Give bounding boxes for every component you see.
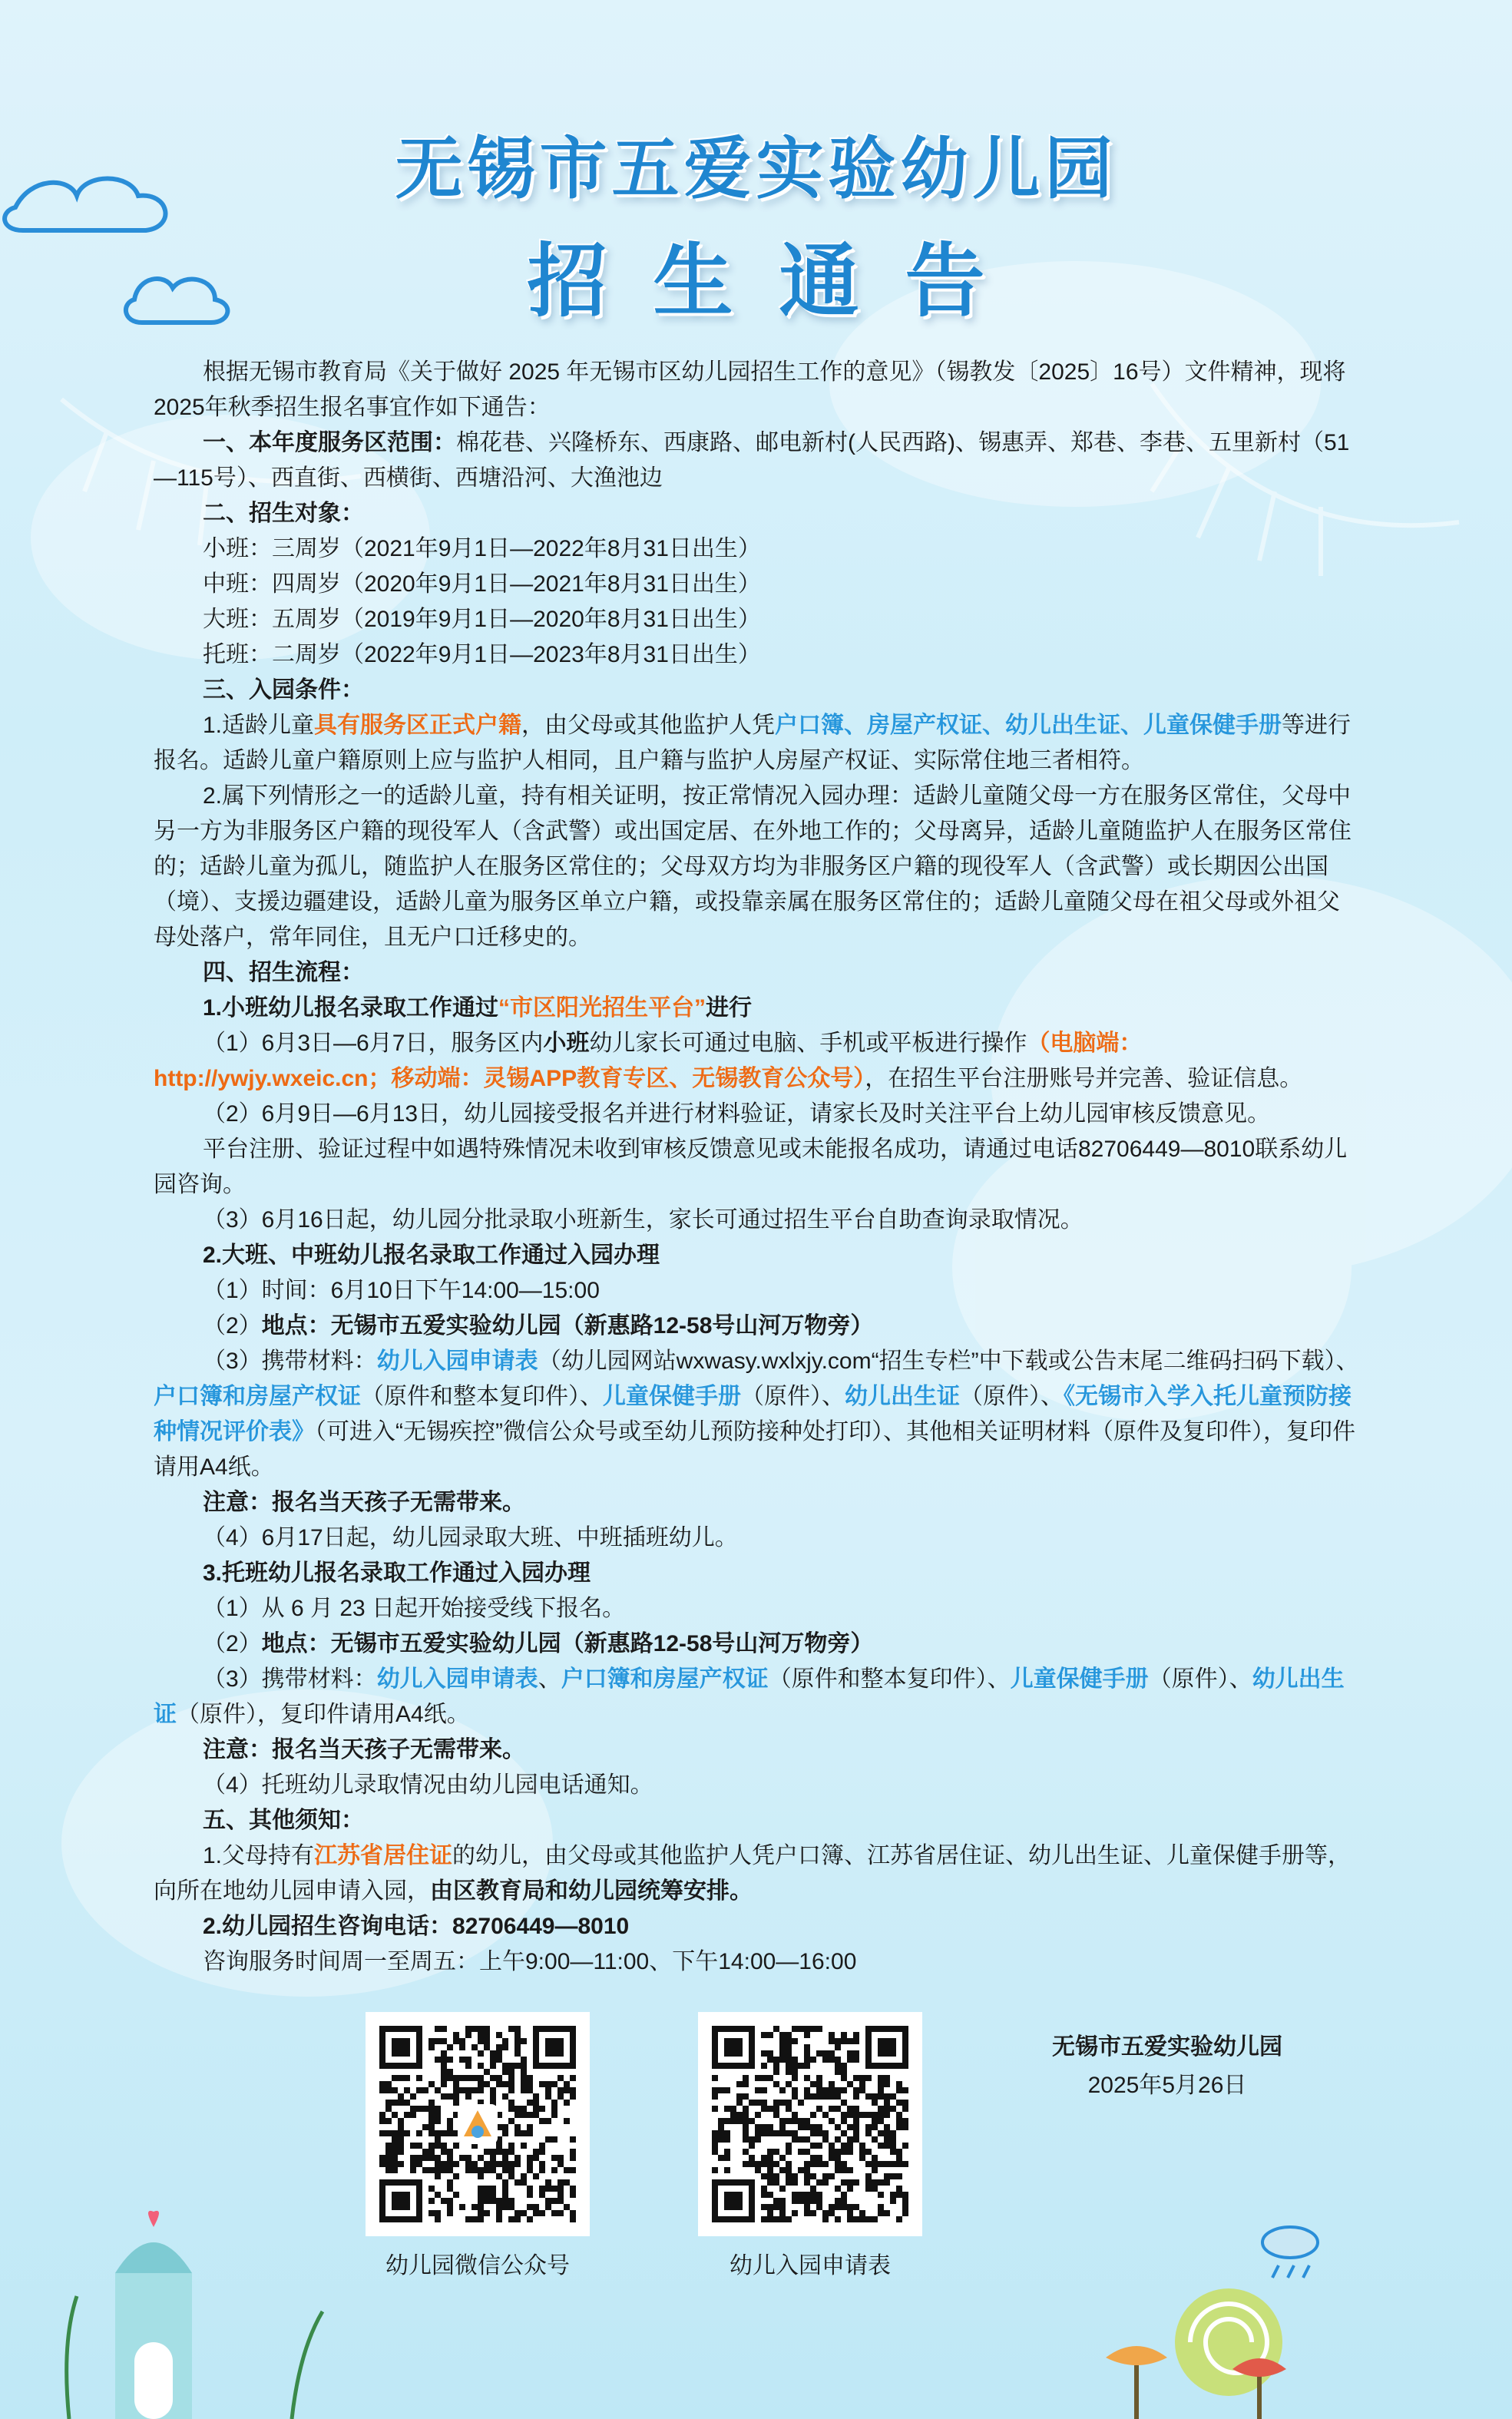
text-span: 四、招生流程：: [203, 960, 364, 985]
text-span: （电脑端：http://ywjy.wxeic.cn；移动端：灵锡APP教育专区、无锡教育公众号）: [154, 1031, 1143, 1091]
text-span: （3）6月16日起，幼儿园分批录取小班新生，家长可通过招生平台自助查询录取情况。: [203, 1207, 1084, 1233]
text-span: （2）6月9日—6月13日，幼儿园接受报名并进行材料验证，请家长及时关注平台上幼儿园审核反馈意见。: [203, 1101, 1271, 1127]
text-span: （原件），复印件请用A4纸。: [177, 1702, 470, 1727]
notice-paragraph: [154, 1203, 1359, 1238]
notice-paragraph: [154, 567, 1359, 602]
text-span: 1.适龄儿童: [203, 713, 315, 738]
text-span: 户口簿和房屋产权证: [154, 1384, 361, 1409]
text-span: 江苏省居住证: [314, 1843, 453, 1868]
notice-paragraph: [154, 1909, 1359, 1944]
text-span: （4）6月17日起，幼儿园录取大班、中班插班幼儿。: [203, 1525, 738, 1550]
text-span: （幼儿园网站wxwasy.wxlxjy.com“招生专栏”中下载或公告末尾二维码扫码下载）、: [538, 1348, 1359, 1374]
text-span: 由区教育局和幼儿园统筹安排。: [430, 1878, 753, 1904]
text-span: （原件）、: [960, 1384, 1064, 1409]
notice-paragraph: [154, 425, 1359, 496]
signature-org: 无锡市五爱实验幼儿园: [1052, 2034, 1282, 2060]
signature-date: 2025年5月26日: [1087, 2073, 1247, 2098]
intro-paragraph: [154, 355, 1359, 425]
text-span: 3.托班幼儿报名录取工作通过入园办理: [203, 1560, 591, 1586]
text-span: 户口簿和房屋产权证: [561, 1666, 769, 1692]
text-span: 、: [538, 1666, 561, 1692]
notice-paragraph: [154, 1768, 1359, 1803]
notice-paragraph: [154, 1626, 1359, 1662]
notice-paragraph: [154, 1556, 1359, 1591]
text-span: 地点：无锡市五爱实验幼儿园（新惠路12-58号山河万物旁）: [261, 1313, 874, 1339]
text-span: 《无锡市入学入托儿童预防接种情况评价表》: [154, 1384, 1352, 1444]
text-span: 1.小班幼儿报名录取工作通过: [203, 995, 499, 1021]
notice-paragraph: [154, 1309, 1359, 1344]
notice-paragraph: [154, 1803, 1359, 1838]
notice-paragraph: [154, 496, 1359, 531]
text-span: （原件和整本复印件）、: [361, 1384, 603, 1409]
notice-paragraph: [154, 1662, 1359, 1732]
text-span: 小班：三周岁（2021年9月1日—2022年8月31日出生）: [203, 536, 761, 561]
qr-code-wechat[interactable]: [366, 2012, 590, 2236]
notice-paragraph: [154, 1944, 1359, 1980]
notice-paragraph: [154, 1273, 1359, 1309]
notice-paragraph: [154, 1097, 1359, 1132]
text-span: 注意：报名当天孩子无需带来。: [203, 1737, 525, 1762]
text-span: 三、入园条件：: [203, 677, 364, 703]
text-span: 棉花巷、兴隆桥东、西康路、邮电新村(人民西路)、锡惠弄、郑巷、李巷、五里新村（51—115号）、西直街、西横街、西塘沿河、大渔池边: [154, 430, 1350, 491]
text-span: 1.父母持有: [203, 1843, 315, 1868]
text-span: 幼儿家长可通过电脑、手机或平板进行操作: [589, 1031, 1027, 1056]
text-span: 二、招生对象：: [203, 501, 364, 526]
text-span: 具有服务区正式户籍: [314, 713, 522, 738]
text-span: 等进行报名。适龄儿童户籍原则上应与监护人相同，且户籍与监护人房屋产权证、实际常住地三者相符。: [154, 713, 1352, 773]
text-span: 大班：五周岁（2019年9月1日—2020年8月31日出生）: [203, 607, 761, 632]
notice-paragraph: [154, 1344, 1359, 1485]
qr-code-icon: [710, 2024, 910, 2224]
text-span: （1）6月3日—6月7日，服务区内: [203, 1031, 544, 1056]
text-span: 进行: [706, 995, 753, 1021]
notice-paragraph: [154, 1238, 1359, 1273]
text-span: 小班: [543, 1031, 590, 1056]
text-span: （1）从 6 月 23 日起开始接受线下报名。: [203, 1596, 626, 1621]
text-span: （原件）、: [1148, 1666, 1252, 1692]
notice-paragraph: [154, 1732, 1359, 1768]
notice-paragraph: [154, 955, 1359, 991]
notice-paragraph: [154, 1485, 1359, 1521]
text-span: 2.大班、中班幼儿报名录取工作通过入园办理: [203, 1243, 660, 1268]
notice-paragraph: [154, 1026, 1359, 1097]
text-span: 儿童保健手册: [603, 1384, 741, 1409]
notice-body: [154, 355, 1359, 1980]
text-span: 托班：二周岁（2022年9月1日—2023年8月31日出生）: [203, 642, 761, 667]
text-span: 户口簿、房屋产权证、幼儿出生证、儿童保健手册: [775, 713, 1282, 738]
notice-paragraph: [154, 1838, 1359, 1909]
notice-paragraph: [154, 1591, 1359, 1626]
text-span: 幼儿出生证: [154, 1666, 1345, 1727]
notice-paragraph: [154, 637, 1359, 673]
qr-code-icon: [378, 2024, 577, 2224]
text-span: （可进入“无锡疾控”微信公众号或至幼儿预防接种处打印）、其他相关证明材料（原件及复印件），复印件请用A4纸。: [154, 1419, 1355, 1480]
text-span: 幼儿出生证: [845, 1384, 960, 1409]
text-span: 根据无锡市教育局《关于做好 2025 年无锡市区幼儿园招生工作的意见》（锡教发〔2025〕16号）文件精神，现将2025年秋季招生报名事宜作如下通告：: [154, 359, 1346, 420]
text-span: （3）携带材料：: [203, 1348, 377, 1374]
text-span: （2）: [203, 1313, 262, 1339]
text-span: （4）托班幼儿录取情况由幼儿园电话通知。: [203, 1772, 653, 1798]
qr-label-wechat: 幼儿园微信公众号: [385, 2253, 570, 2278]
text-span: 幼儿入园申请表: [376, 1348, 538, 1374]
text-span: （原件和整本复印件）、: [768, 1666, 1011, 1692]
text-span: （3）携带材料：: [203, 1666, 377, 1692]
text-span: 一、本年度服务区范围：: [203, 430, 456, 455]
notice-paragraph: [154, 991, 1359, 1026]
text-span: 幼儿入园申请表: [376, 1666, 538, 1692]
text-span: 地点：无锡市五爱实验幼儿园（新惠路12-58号山河万物旁）: [261, 1631, 874, 1656]
page-title-school: 无锡市五爱实验幼儿园: [395, 131, 1117, 207]
notice-paragraph: [154, 779, 1359, 955]
text-span: （1）时间：6月10日下午14:00—15:00: [203, 1278, 600, 1303]
text-span: 中班：四周岁（2020年9月1日—2021年8月31日出生）: [203, 571, 761, 597]
notice-paragraph: [154, 1521, 1359, 1556]
text-span: 2.属下列情形之一的适龄儿童，持有相关证明，按正常情况入园办理：适龄儿童随父母一方在服务区常住，父母中另一方为非服务区户籍的现役军人（含武警）或出国定居、在外地工作的；父母离异，适龄儿童随监护人在服务区常住的；适龄儿童为孤儿，随监护人在服务区常住的；父母双方均为非服务区户籍的现役军人（含武警）或长期因公出国（境）、支援边疆建设，适龄儿童为服务区单立户籍，或投靠亲属在服务区常住的；适龄儿童随父母在祖父母或外祖父母处落户，常年同住，且无户口迁移史的。: [154, 783, 1352, 950]
text-span: 注意：报名当天孩子无需带来。: [203, 1490, 525, 1515]
notice-paragraph: [154, 708, 1359, 779]
text-span: （2）: [203, 1631, 262, 1656]
text-span: 五、其他须知：: [203, 1808, 364, 1833]
text-span: ，由父母或其他监护人凭: [521, 713, 776, 738]
notice-paragraph: [154, 1132, 1359, 1203]
notice-paragraph: [154, 602, 1359, 637]
notice-paragraph: [154, 673, 1359, 708]
text-span: “市区阳光招生平台”: [498, 995, 706, 1021]
text-span: ，在招生平台注册账号并完善、验证信息。: [865, 1066, 1303, 1091]
text-span: 咨询服务时间周一至周五：上午9:00—11:00、下午14:00—16:00: [203, 1949, 857, 1974]
text-span: 的幼儿，由父母或其他监护人凭户口簿、江苏省居住证、幼儿出生证、儿童保健手册等，向所在地幼儿园申请入园，: [154, 1843, 1352, 1904]
qr-label-application: 幼儿入园申请表: [730, 2253, 891, 2278]
notice-paragraph: [154, 531, 1359, 567]
text-span: 平台注册、验证过程中如遇特殊情况未收到审核反馈意见或未能报名成功，请通过电话82706449—8010联系幼儿园咨询。: [154, 1137, 1348, 1197]
text-span: 儿童保健手册: [1010, 1666, 1149, 1692]
qr-code-application[interactable]: [698, 2012, 922, 2236]
page-title-notice: 招生通告: [527, 237, 1031, 326]
text-span: （原件）、: [741, 1384, 845, 1409]
text-span: 2.幼儿园招生咨询电话：82706449—8010: [203, 1914, 630, 1939]
